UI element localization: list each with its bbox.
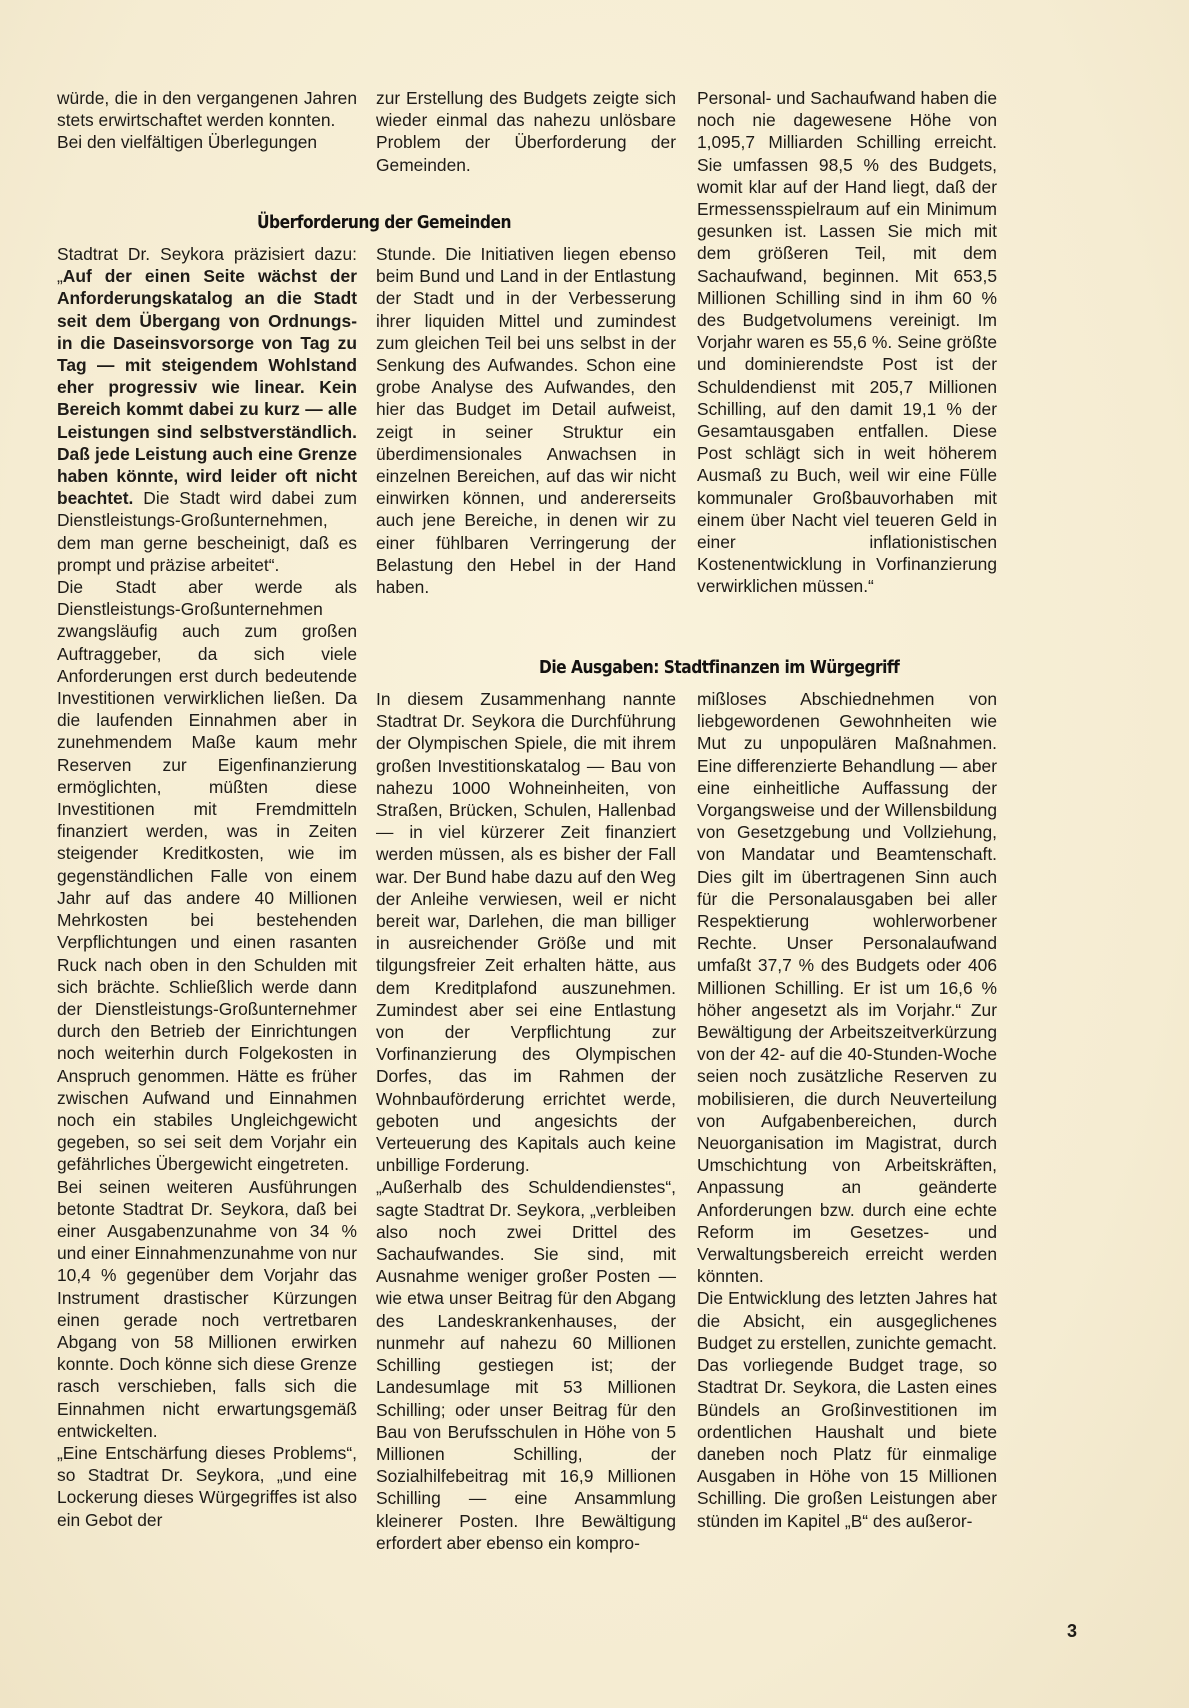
paragraph: mißloses Abschiednehmen von liebgewordenen Gewohnheiten wie Mut zu unpopulären Maßnahmen. Eine differenzierte Behandlung — aber eine einheitliche Auffassung der Vorgangsweise und der Willensbildung von Gesetzgebung und Vollziehung, von Mandatar und Beamtenschaft. Dies gilt im übertragenen Sinn auch für die Personalausgaben bei aller Respektierung wohlerworbener Rechte. Unser Personalaufwand umfaßt 37,7 % des Budgets oder 406 Millionen Schilling. Er ist um 16,6 % höher angesetzt als im Vorjahr.“ Zur Bewältigung der Arbeitszeitverkürzung von der 42- auf die 40-Stunden-Woche seien noch zusätzliche Reserven zu mobilisieren, die durch Neuverteilung von Aufgabenbereichen, durch Neuorganisation im Magistrat, durch Umschichtung von Arbeitskräften, Anpassung an geänderte Anforderungen bzw. durch eine echte Reform im Gesetzes- und Verwaltungsbereich erreicht werden könnten.: [697, 689, 997, 1287]
page-number: 3: [1067, 1621, 1078, 1641]
paragraph: „Außerhalb des Schuldendienstes“, sagte Stadtrat Dr. Seykora, „verbleiben also noch zwei Drittel des Sachaufwandes. Sie sind, mit Ausnahme weniger großer Posten — wie etwa unser Beitrag für den Abgang des Landeskrankenhauses, der nunmehr auf nahezu 60 Millionen Schilling gestiegen ist; der Landesumlage mit 53 Millionen Schilling; oder unser Beitrag für den Bau von Berufsschulen in Höhe von 5 Millionen Schilling, der Sozialhilfebeitrag mit 16,9 Millionen Schilling — eine Ansammlung kleinerer Posten. Ihre Bewältigung erfordert aber ebenso ein kompro-: [376, 1177, 676, 1553]
paragraph: Stunde. Die Initiativen liegen ebenso beim Bund und Land in der Entlastung der Stadt und in der Verbesserung ihrer liquiden Mittel und zumindest zum gleichen Teil bei uns selbst in der Senkung des Aufwandes. Schon eine grobe Analyse des Aufwandes, den hier das Budget im Detail aufweist, zeigt in seiner Struktur ein überdimensionales Anwachsen in einzelnen Bereichen, auf das wir nicht einwirken können, und andererseits auch jene Bereiche, in denen wir zu einer fühlbaren Verringerung der Belastung den Hebel in der Hand haben.: [376, 244, 676, 598]
paragraph: „Eine Entschärfung dieses Problems“, so Stadtrat Dr. Seykora, „und eine Lockerung dieses Würgegriffes ist also ein Gebot der: [57, 1442, 357, 1530]
column-2-lower: [376, 688, 676, 1554]
column-1: [57, 243, 357, 1531]
paragraph: Bei seinen weiteren Ausführungen betonte Stadtrat Dr. Seykora, daß bei einer Ausgabenzunahme von 34 % und einer Einnahmenzunahme von nur 10,4 % gegenüber dem Vorjahr das Instrument drastischer Kürzungen einen gerade noch vertretbaren Abgang von 58 Millionen erwirken konnte. Doch könne sich diese Grenze rasch verschieben, falls sich die Einnahmen nicht erwartungsgemäß entwickelten.: [57, 1176, 357, 1441]
column-3-lower: [697, 688, 997, 1532]
column-2-upper: [376, 243, 676, 598]
paragraph: Personal- und Sachaufwand haben die noch nie dagewesene Höhe von 1,095,7 Milliarden Schilling erreicht. Sie umfassen 98,5 % des Budgets, womit klar auf der Hand liegt, daß der Ermessensspielraum auf ein Minimum gesunken ist. Lassen Sie mich mit dem größeren Teil, mit dem Sachaufwand, beginnen. Mit 653,5 Millionen Schilling sind in ihm 60 % des Budgetvolumens vereinigt. Im Vorjahr waren es 55,6 %. Seine größte und dominierendste Post ist der Schuldendienst mit 205,7 Millionen Schilling, auf den damit 19,1 % der Gesamtausgaben entfallen. Diese Post schlägt sich in weit höherem Ausmaß zu Buch, weil wir eine Fülle kommunaler Großbauvorhaben mit einem über Nacht viel teueren Geld in einer inflationistischen Kostenentwicklung in Vorfinanzierung verwirklichen müssen.“: [697, 88, 997, 597]
paragraph: würde, die in den vergangenen Jahren stets erwirtschaftet werden konnten.: [57, 88, 357, 131]
section-heading-2: Die Ausgaben: Stadtfinanzen im Würgegriff: [539, 657, 900, 678]
paragraph: zur Erstellung des Budgets zeigte sich wieder einmal das nahezu unlösbare Problem der Überforderung der Gemeinden.: [376, 88, 676, 175]
section-heading-1: Überforderung der Gemeinden: [257, 212, 511, 233]
top-column-2: [376, 87, 676, 176]
top-column-3: [697, 87, 997, 598]
quote-bold: Auf der einen Seite wächst der Anforderungskatalog an die Stadt seit dem Übergang von Ordnungs- in die Daseinsvorsorge von Tag zu Tag — mit steigendem Wohlstand eher progressiv wie linear. Kein Bereich kommt dabei zu kurz — alle Leistungen sind selbstverständlich. Daß jede Leistung auch eine Grenze haben könnte, wird leider oft nicht beachtet.: [57, 266, 357, 509]
paragraph: Die Stadt aber werde als Dienstleistungs-Großunternehmen zwangsläufig auch zum großen Auftraggeber, da sich viele Anforderungen erst durch bedeutende Investitionen verwirklichen ließen. Da die laufenden Einnahmen aber in zunehmendem Maße kaum mehr Reserven zur Eigenfinanzierung ermöglichten, müßten diese Investitionen mit Fremdmitteln finanziert werden, was in Zeiten steigender Kreditkosten, wie im gegenständlichen Falle von einem Jahr auf das andere 40 Millionen Mehrkosten bei bestehenden Verpflichtungen und einen rasanten Ruck nach oben in den Schulden mit sich brächte. Schließlich werde dann der Dienstleistungs-Großunternehmer durch den Betrieb der Einrichtungen noch weiterhin durch Folgekosten in Anspruch genommen. Hätte es früher zwischen Aufwand und Einnahmen noch ein stabiles Ungleichgewicht gegeben, so sei seit dem Vorjahr ein gefährliches Übergewicht eingetreten.: [57, 577, 357, 1175]
paragraph: Bei den vielfältigen Überlegungen: [57, 132, 318, 153]
paragraph: [57, 243, 357, 576]
paragraph: In diesem Zusammenhang nannte Stadtrat Dr. Seykora die Durchführung der Olympischen Spiele, die mit ihrem großen Investitionskatalog — Bau von nahezu 1000 Wohneinheiten, von Straßen, Brücken, Schulen, Hallenbad — in viel kürzerer Zeit finanziert werden müssen, als es bisher der Fall war. Der Bund habe dazu auf den Weg der Anleihe verwiesen, weil er nicht bereit war, Darlehen, die man billiger in ausreichender Größe und mit tilgungsfreier Zeit erhalten hätte, aus dem Kreditplafond auszunehmen. Zumindest aber sei eine Entlastung von der Verpflichtung zur Vorfinanzierung des Olympischen Dorfes, das im Rahmen der Wohnbauförderung errichtet werde, geboten und angesichts der Verteuerung des Kapitals auch keine unbillige Forderung.: [376, 689, 676, 1176]
top-column-1: [57, 87, 357, 154]
paragraph-rest: Die Stadt wird dabei zum Dienstleistungs-Großunternehmen, dem man gerne bescheinigt, daß es prompt und präzise arbeitet“.: [57, 488, 357, 575]
paragraph-intro: Stadtrat Dr. Seykora präzisiert dazu: „: [57, 244, 357, 287]
paragraph: Die Entwicklung des letzten Jahres hat die Absicht, ein ausgeglichenes Budget zu erstellen, zunichte gemacht. Das vorliegende Budget trage, so Stadtrat Dr. Seykora, die Lasten eines Bündels an Großinvestitionen im ordentlichen Haushalt und biete daneben noch Platz für einmalige Ausgaben in Höhe von 15 Millionen Schilling. Die großen Leistungen aber stünden im Kapitel „B“ des außeror-: [697, 1288, 997, 1531]
